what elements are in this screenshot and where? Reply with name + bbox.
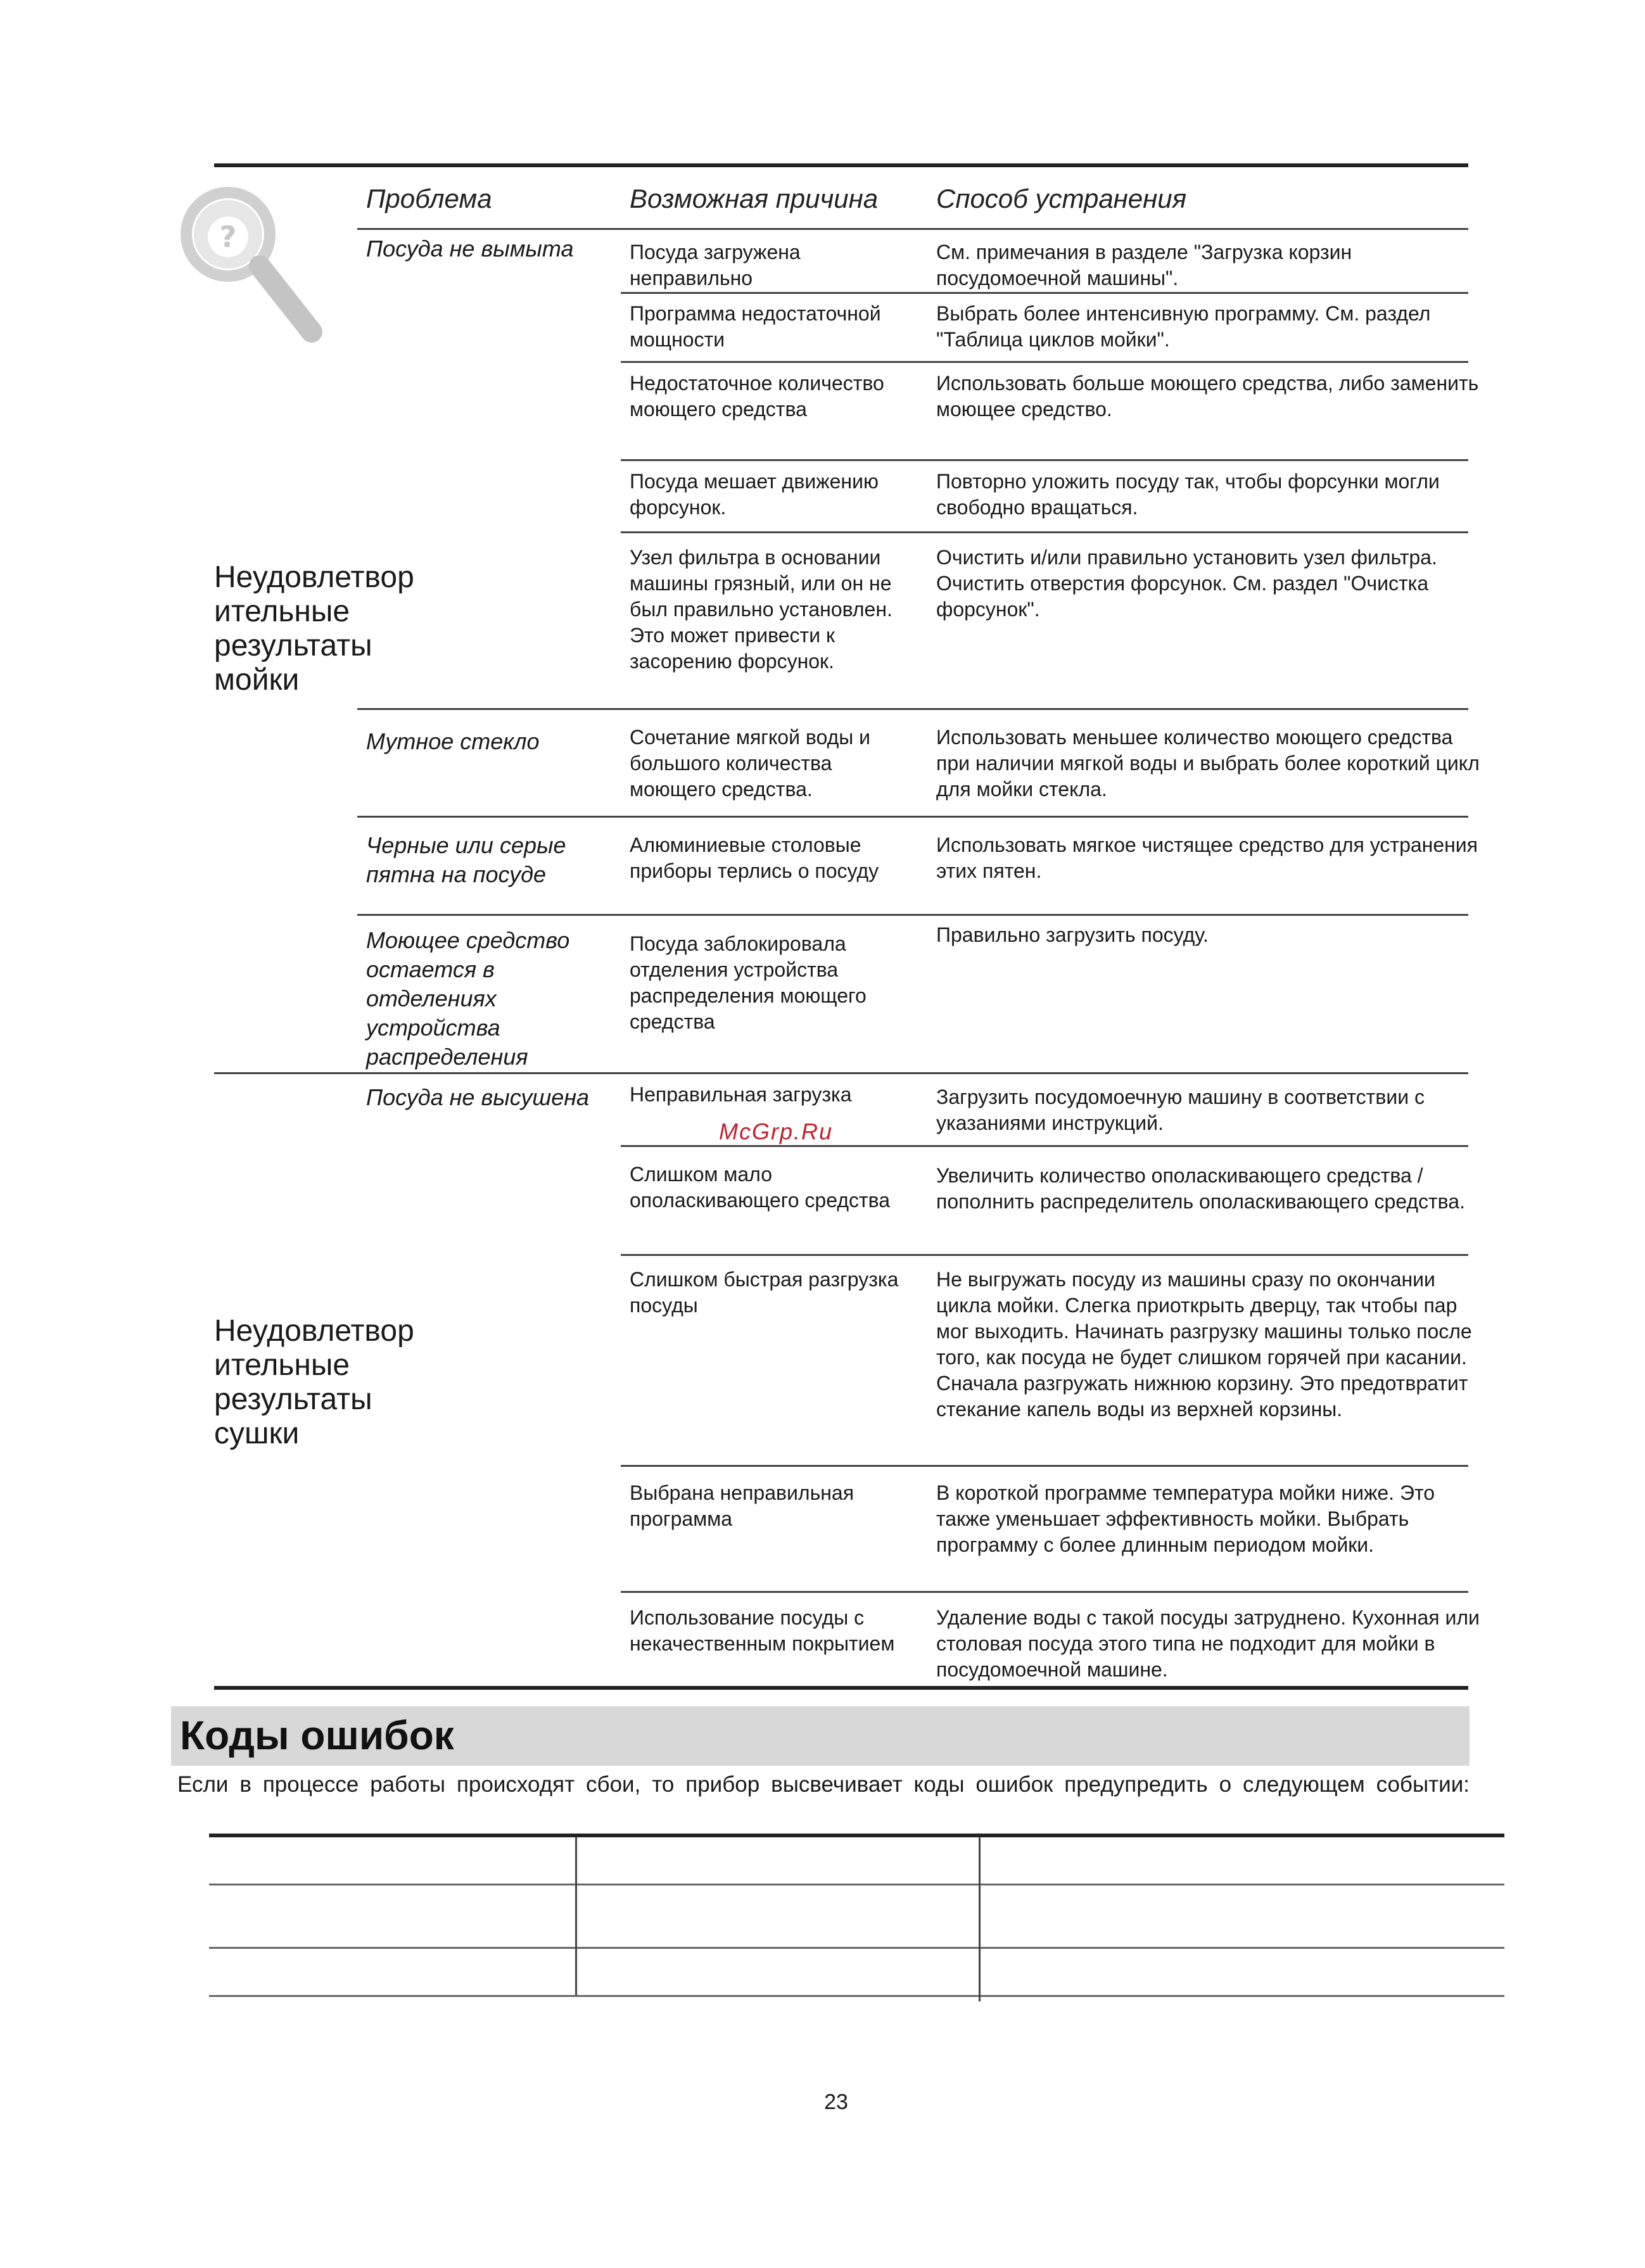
row-divider <box>621 292 1468 294</box>
remedy-cell: Выбрать более интенсивную программу. См. раздел "Таблица циклов мойки". <box>936 302 1431 351</box>
remedy-cell: См. примечания в разделе "Загрузка корзин посудомоечной машины". <box>936 241 1352 289</box>
watermark: McGrp.Ru <box>719 1118 834 1144</box>
problem-cloudy-glass: Мутное стекло <box>366 728 540 754</box>
cause-cell: Сочетание мягкой воды и большого количества моющего средства. <box>630 726 871 801</box>
cause-cell: Слишком мало ополаскивающего средства <box>630 1163 891 1212</box>
problem-dark-spots: Черные или серые пятна на посуде <box>366 832 566 887</box>
header-cause: Возможная причина <box>630 184 879 213</box>
row-divider <box>621 1145 1468 1147</box>
row-divider <box>621 1465 1468 1467</box>
section-title-error-codes: Коды ошибок <box>180 1713 454 1758</box>
problem-detergent-remains: Моющее средство остается в отделениях устройства распределения <box>366 927 570 1070</box>
error-codes-intro: Если в процессе работы происходят сбои, то прибор высвечивает коды ошибок предупредить о следующем событии: <box>177 1772 1470 1797</box>
table-column-divider <box>979 1837 981 2001</box>
cause-cell: Слишком быстрая разгрузка посуды <box>630 1268 899 1317</box>
remedy-cell: Загрузить посудомоечную машину в соответствии с указаниями инструкций. <box>936 1086 1425 1134</box>
magnifier-question-icon <box>179 185 331 350</box>
row-divider <box>621 531 1468 533</box>
cause-cell: Недостаточное количество моющего средства <box>630 372 884 421</box>
cause-cell: Неправильная загрузка <box>630 1083 852 1106</box>
row-divider <box>621 361 1468 363</box>
table-column-divider <box>575 1837 577 1995</box>
remedy-cell: Правильно загрузить посуду. <box>936 923 1209 946</box>
problem-not-dried: Посуда не высушена <box>366 1084 590 1110</box>
cause-cell: Узел фильтра в основании машины грязный, или он не был правильно установлен. Это может привести к засорению форсунок. <box>630 546 892 673</box>
table-top-rule <box>209 1834 1504 1837</box>
cause-cell: Посуда заблокировала отделения устройства распределения моющего средства <box>630 932 867 1033</box>
row-divider <box>357 708 1468 710</box>
table-row-rule <box>209 1947 1504 1949</box>
svg-text:?: ? <box>219 220 237 254</box>
table-row-rule <box>209 1884 1504 1885</box>
remedy-cell: Повторно уложить посуду так, чтобы форсунки могли свободно вращаться. <box>936 470 1440 519</box>
page-number: 23 <box>824 2090 848 2114</box>
row-divider <box>621 1254 1468 1256</box>
remedy-cell: Использовать мягкое чистящее средство для устранения этих пятен. <box>936 833 1478 882</box>
cause-cell: Посуда мешает движению форсунок. <box>630 470 879 519</box>
row-divider <box>621 459 1468 461</box>
row-divider <box>357 914 1468 916</box>
table-bottom-rule <box>214 1686 1468 1690</box>
remedy-cell: Увеличить количество ополаскивающего средства / пополнить распределитель ополаскивающего средства. <box>936 1164 1465 1213</box>
cause-cell: Посуда загружена неправильно <box>630 241 801 289</box>
section-divider <box>214 1072 1468 1074</box>
cause-cell: Использование посуды с некачественным покрытием <box>630 1606 895 1655</box>
remedy-cell: Удаление воды с такой посуды затруднено. Кухонная или столовая посуда этого типа не подходит для мойки в посудомоечной машине. <box>936 1606 1480 1681</box>
header-problem: Проблема <box>366 184 492 213</box>
problem-not-washed: Посуда не вымыта <box>366 236 574 262</box>
remedy-cell: Использовать больше моющего средства, либо заменить моющее средство. <box>936 372 1479 421</box>
category-washing: Неудовлетвор ительные результаты мойки <box>214 561 414 697</box>
table-row-rule <box>209 1995 1504 1997</box>
header-remedy: Способ устранения <box>936 184 1187 213</box>
remedy-cell: Не выгружать посуду из машины сразу по окончании цикла мойки. Слегка приоткрыть дверцу, так чтобы пар мог выходить. Начинать разгрузку машины только после того, как посуда не будет слишком горячей при касании. Сначала разгружать нижнюю корзину. Это предотвратит стекание капель воды из верхней корзины. <box>936 1268 1472 1421</box>
remedy-cell: В короткой программе температура мойки ниже. Это также уменьшает эффективность мойки. Выбрать программу с более длинным периодом мойки. <box>936 1481 1435 1556</box>
category-drying: Неудовлетвор ительные результаты сушки <box>214 1314 414 1450</box>
row-divider <box>621 1591 1468 1593</box>
row-divider <box>357 816 1468 818</box>
top-rule <box>214 163 1468 167</box>
cause-cell: Алюминиевые столовые приборы терлись о посуду <box>630 833 879 882</box>
header-rule <box>357 228 1468 230</box>
remedy-cell: Использовать меньшее количество моющего средства при наличии мягкой воды и выбрать более короткий цикл для мойки стекла. <box>936 726 1480 801</box>
cause-cell: Выбрана неправильная программа <box>630 1481 854 1530</box>
cause-cell: Программа недостаточной мощности <box>630 302 881 351</box>
remedy-cell: Очистить и/или правильно установить узел фильтра. Очистить отверстия форсунок. См. раздел "Очистка форсунок". <box>936 546 1437 621</box>
